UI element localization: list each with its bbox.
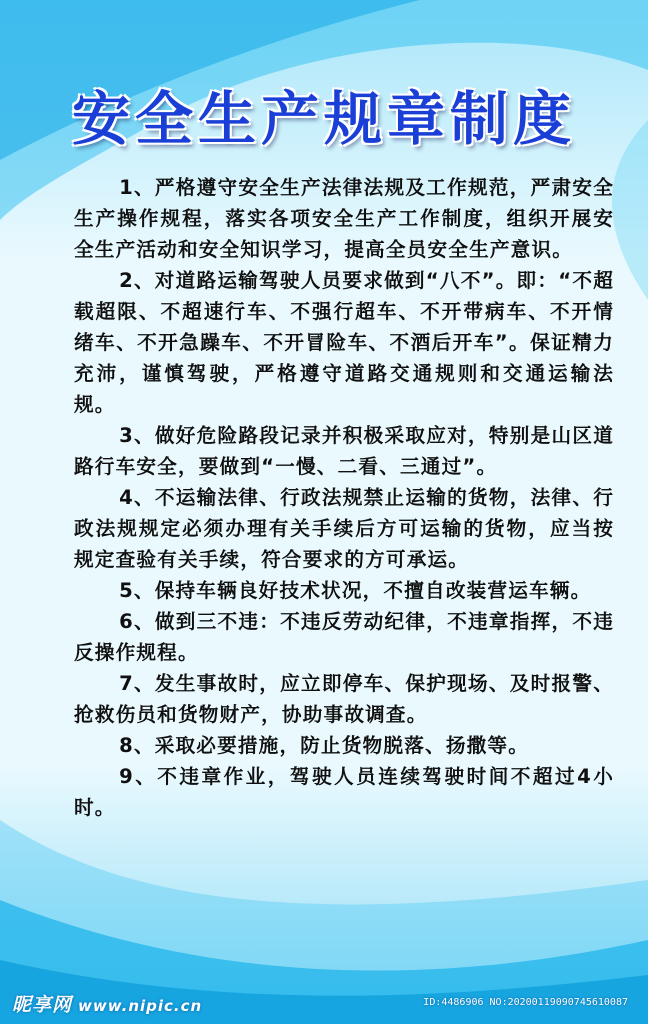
rule-item-9: 9、不违章作业，驾驶人员连续驾驶时间不超过4小时。	[74, 765, 614, 819]
rule-item-7: 7、发生事故时，应立即停车、保护现场、及时报警、抢救伤员和货物财产，协助事故调查。	[74, 672, 614, 726]
rule-item-2: 2、对道路运输驾驶人员要求做到“八不”。即：“不超载超限、不超速行车、不强行超车、不开带病车、不开情绪车、不开急躁车、不开冒险车、不酒后开车”。保证精力充沛，谨慎驾驶，严格遵守道路交通规则和交通运输法规。	[74, 269, 614, 416]
watermark-url: www.nipic.cn	[78, 997, 203, 1015]
watermark-logo	[12, 990, 202, 1017]
rules-list	[74, 172, 614, 823]
page-title: 安全生产规章制度	[71, 85, 576, 153]
rule-item-3: 3、做好危险路段记录并积极采取应对，特别是山区道路行车安全，要做到“一慢、二看、三通过”。	[74, 424, 614, 478]
rule-item-1: 1、严格遵守安全生产法律法规及工作规范，严肃安全生产操作规程，落实各项安全生产工作制度，组织开展安全生产活动和安全知识学习，提高全员安全生产意识。	[74, 176, 614, 261]
rule-item-6: 6、做到三不违：不违反劳动纪律，不违章指挥，不违反操作规程。	[74, 610, 614, 664]
watermark-logo-text: 昵享网	[12, 994, 73, 1016]
watermark-id: ID:4486906 NO:20200119090745610087	[423, 997, 628, 1008]
rule-item-8: 8、采取必要措施，防止货物脱落、扬撒等。	[119, 734, 529, 757]
rule-item-5: 5、保持车辆良好技术状况，不擅自改装营运车辆。	[119, 579, 592, 602]
rule-item-4: 4、不运输法律、行政法规禁止运输的货物，法律、行政法规规定必须办理有关手续后方可运输的货物，应当按规定查验有关手续，符合要求的方可承运。	[74, 486, 614, 571]
